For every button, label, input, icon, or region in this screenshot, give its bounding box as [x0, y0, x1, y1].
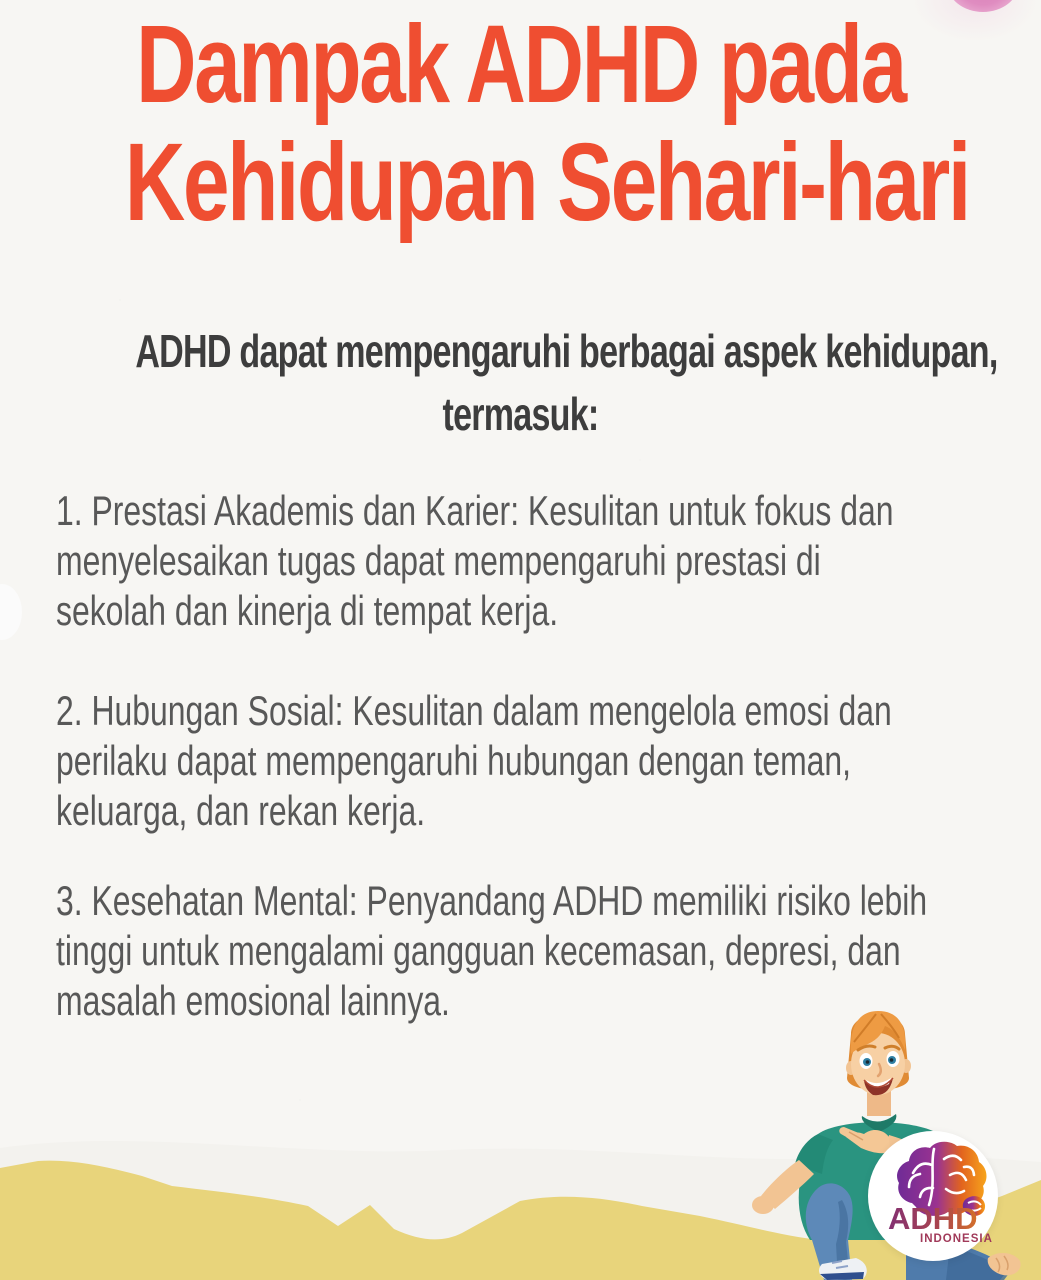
point-2-line-2: perilaku dapat mempengaruhi hubungan dengan teman,	[56, 737, 852, 784]
logo-graphic	[868, 1131, 998, 1261]
point-1-line-2: menyelesaikan tugas dapat mempengaruhi prestasi di	[56, 537, 821, 584]
page-subtitle	[135, 320, 998, 446]
point-2-line-3: keluarga, dan rekan kerja.	[56, 787, 426, 834]
title-line-1: Dampak ADHD pada	[136, 3, 905, 126]
logo-wordmark: ADHD	[888, 1201, 978, 1236]
point-3-line-2: tinggi untuk mengalami gangguan kecemasan, depresi, dan	[56, 927, 901, 974]
point-3-line-3: masalah emosional lainnya.	[56, 977, 450, 1024]
logo-country: INDONESIA	[920, 1233, 993, 1245]
pink-circle-decoration	[947, 0, 1019, 12]
adhd-indonesia-logo	[868, 1131, 998, 1261]
point-social-relationships	[56, 686, 892, 836]
point-1-line-1: 1. Prestasi Akademis dan Karier: Kesulitan untuk fokus dan	[56, 487, 894, 534]
subtitle-line-2: termasuk:	[442, 388, 599, 440]
left-edge-highlight	[0, 584, 22, 640]
point-1-line-3: sekolah dan kinerja di tempat kerja.	[56, 587, 559, 634]
page-title	[124, 3, 969, 244]
title-line-2: Kehidupan Sehari-hari	[124, 121, 969, 244]
point-3-line-1: 3. Kesehatan Mental: Penyandang ADHD memiliki risiko lebih	[56, 877, 928, 924]
point-academic-career	[56, 486, 893, 636]
point-2-line-1: 2. Hubungan Sosial: Kesulitan dalam mengelola emosi dan	[56, 687, 892, 734]
subtitle-line-1: ADHD dapat mempengaruhi berbagai aspek kehidupan,	[135, 325, 998, 377]
left-hand	[752, 1196, 774, 1214]
